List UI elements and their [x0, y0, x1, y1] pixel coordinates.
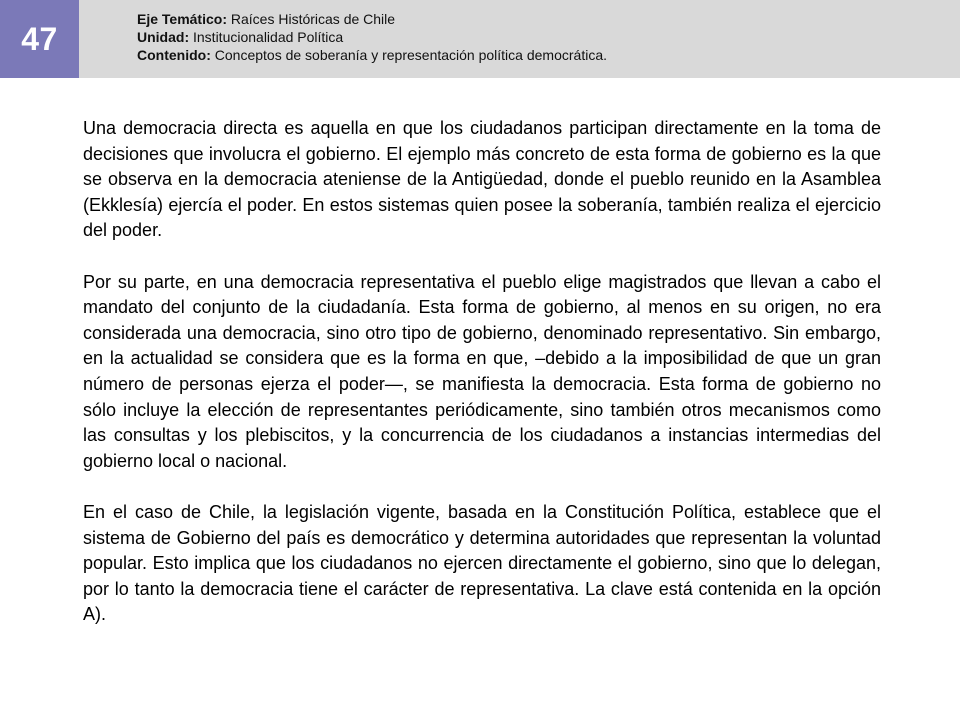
paragraph-democracia-representativa: Por su parte, en una democracia representativa el pueblo elige magistrados que llevan a cabo el mandato del conjunto de la ciudadanía. Esta forma de gobierno, al menos en su origen, no era considerada una democracia, sino otro tipo de gobierno, denominado representativo. Sin embargo, en la actualidad se considera que es la forma en que, –debido a la imposibilidad de que un gran número de personas ejerza el poder—, se manifiesta la democracia. Esta forma de gobierno no sólo incluye la elección de representantes periódicamente, sino también otros mecanismos como las consultas y los plebiscitos, y la concurrencia de los ciudadanos a instancias intermedias del gobierno local o nacional.: [83, 271, 881, 471]
eje-tematico-label: Eje Temático:: [137, 11, 227, 27]
contenido-line: [137, 46, 607, 64]
header-info: [137, 10, 607, 64]
paragraph-democracia-directa: Una democracia directa es aquella en que los ciudadanos participan directamente en la toma de decisiones que involucra el gobierno. El ejemplo más concreto de esta forma de gobierno es la que se observa en la democracia ateniense de la Antigüedad, donde el pueblo reunido en la Asamblea (Ekklesía) ejercía el poder. En estos sistemas quien posee la soberanía, también realiza el ejercicio del poder.: [83, 118, 881, 241]
slide-number: 47: [21, 20, 58, 57]
body-text: [83, 116, 881, 653]
paragraph-caso-chile: En el caso de Chile, la legislación vigente, basada en la Constitución Política, establece que el sistema de Gobierno del país es democrático y determina autoridades que representan la voluntad popular. Esto implica que los ciudadanos no ejercen directamente el gobierno, sino que lo delegan, por lo tanto la democracia tiene el carácter de representativa. La clave está contenida en la opción A).: [83, 501, 881, 625]
eje-tematico-value: Raíces Históricas de Chile: [230, 11, 396, 27]
slide-number-badge: [0, 0, 79, 78]
unidad-label: Unidad:: [137, 29, 190, 45]
contenido-label: Contenido:: [137, 47, 211, 63]
eje-tematico-line: [137, 10, 607, 28]
unidad-value: Institucionalidad Política: [193, 29, 344, 45]
contenido-value: Conceptos de soberanía y representación política democrática.: [214, 47, 607, 63]
unidad-line: [137, 28, 607, 46]
